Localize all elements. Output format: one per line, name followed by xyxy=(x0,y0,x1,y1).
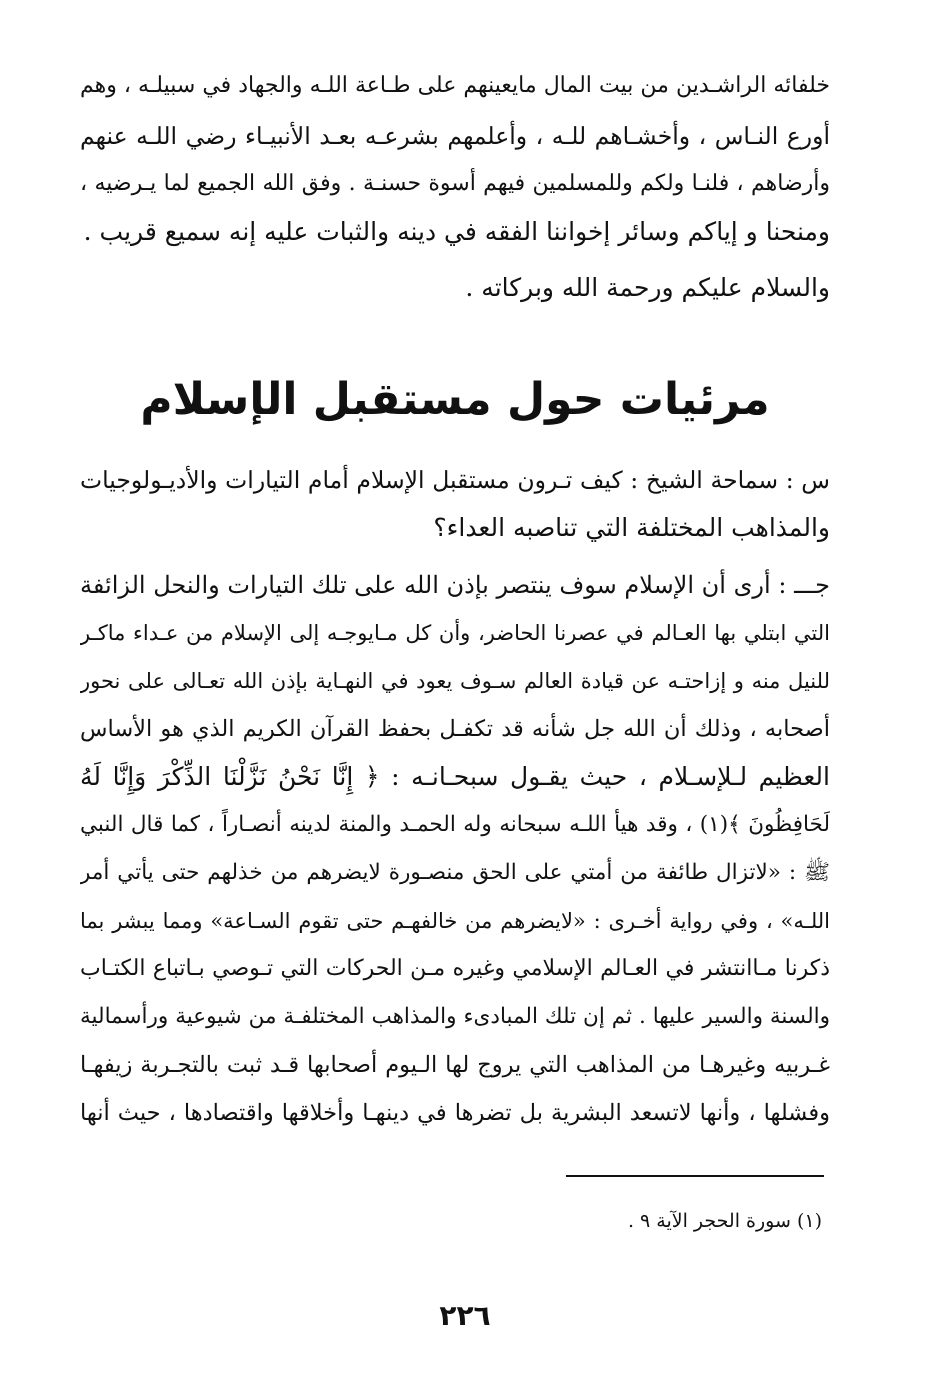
answer-line-3: للنيل منه و إزاحتـه عن قيادة العالم سـوف يعود في النهـاية بإذن الله تعـالى على نحور xyxy=(80,669,830,693)
answer-line-5: العظيم لـلإسـلام ، حيث يقـول سبحـانـه : ﴿ إِنَّا نَحْنُ نَزَّلْنَا الذِّكْرَ وَإِنَّا لَهُ xyxy=(80,762,830,791)
section-heading: مرئيات حول مستقبل الإسلام xyxy=(140,374,770,425)
answer-line-6: لَحَافِظُونَ ﴾(١) ، وقد هيأ اللـه سبحانه وله الحمـد والمنة لدينه أنصـاراً ، كما قال النبي xyxy=(80,812,830,837)
answer-line-10: والسنة والسير عليها . ثم إن تلك المبادىء والمذاهب المختلفـة من شيوعية ورأسمالية xyxy=(80,1004,830,1029)
page-number: ٢٢٦ xyxy=(439,1299,491,1332)
answer-line-2: التي ابتلي بها العـالم في عصرنا الحاضر، وأن كل مـايوجـه إلى الإسلام من عـداء ماكـر xyxy=(80,621,830,645)
answer-line-7: ﷺ : «لاتزال طائفة من أمتي على الحق منصـورة لايضرهم من خذلهم حتى يأتي أمر xyxy=(80,860,830,885)
question-line-1: س : سماحة الشيخ : كيف تـرون مستقبل الإسلام أمام التيارات والأديـولوجيات xyxy=(80,466,830,494)
answer-line-9: ذكرنا مـاانتشر في العـالم الإسلامي وغيره مـن الحركات التي تـوصي بـاتباع الكتـاب xyxy=(80,956,830,981)
intro-line-4: ومنحنا و إياكم وسائر إخواننا الفقه في دينه والثبات عليه إنه سميع قريب . xyxy=(83,217,830,246)
footnote-divider xyxy=(566,1175,824,1177)
closing-greeting: والسلام عليكم ورحمة الله وبركاته . xyxy=(465,273,830,302)
intro-line-1: خلفائه الراشـدين من بيت المال مايعينهم على طـاعة اللـه والجهاد في سبيلـه ، وهم xyxy=(80,73,830,98)
answer-line-1: جـــ : أرى أن الإسلام سوف ينتصر بإذن الله على تلك التيارات والنحل الزائفة xyxy=(80,571,830,599)
question-line-2: والمذاهب المختلفة التي تناصبه العداء؟ xyxy=(433,513,830,542)
intro-line-2: أورع النـاس ، وأخشـاهم للـه ، وأعلمهم بشرعـه بعـد الأنبيـاء رضي اللـه عنهم xyxy=(80,122,830,150)
answer-line-4: أصحابه ، وذلك أن الله جل شأنه قد تكفـل بحفظ القرآن الكريم الذي هو الأساس xyxy=(80,716,830,742)
footnote: (١) سورة الحجر الآية ٩ . xyxy=(627,1210,822,1232)
answer-line-8: اللـه» ، وفي رواية أخـرى : «لايضرهم من خالفهـم حتى تقوم السـاعة» ومما يبشر بما xyxy=(80,909,830,933)
intro-line-3: وأرضاهم ، فلنـا ولكم وللمسلمين فيهم أسوة حسنـة . وفق الله الجميع لما يـرضيه ، xyxy=(80,171,830,196)
answer-line-11: غـربيه وغيرهـا من المذاهب التي يروج لها الـيوم أصحابها قـد ثبت بالتجـربة زيفهـا xyxy=(80,1052,830,1078)
answer-line-12: وفشلها ، وأنها لاتسعد البشرية بل تضرها في دينهـا وأخلاقها واقتصادها ، حيث أنها xyxy=(80,1100,830,1126)
